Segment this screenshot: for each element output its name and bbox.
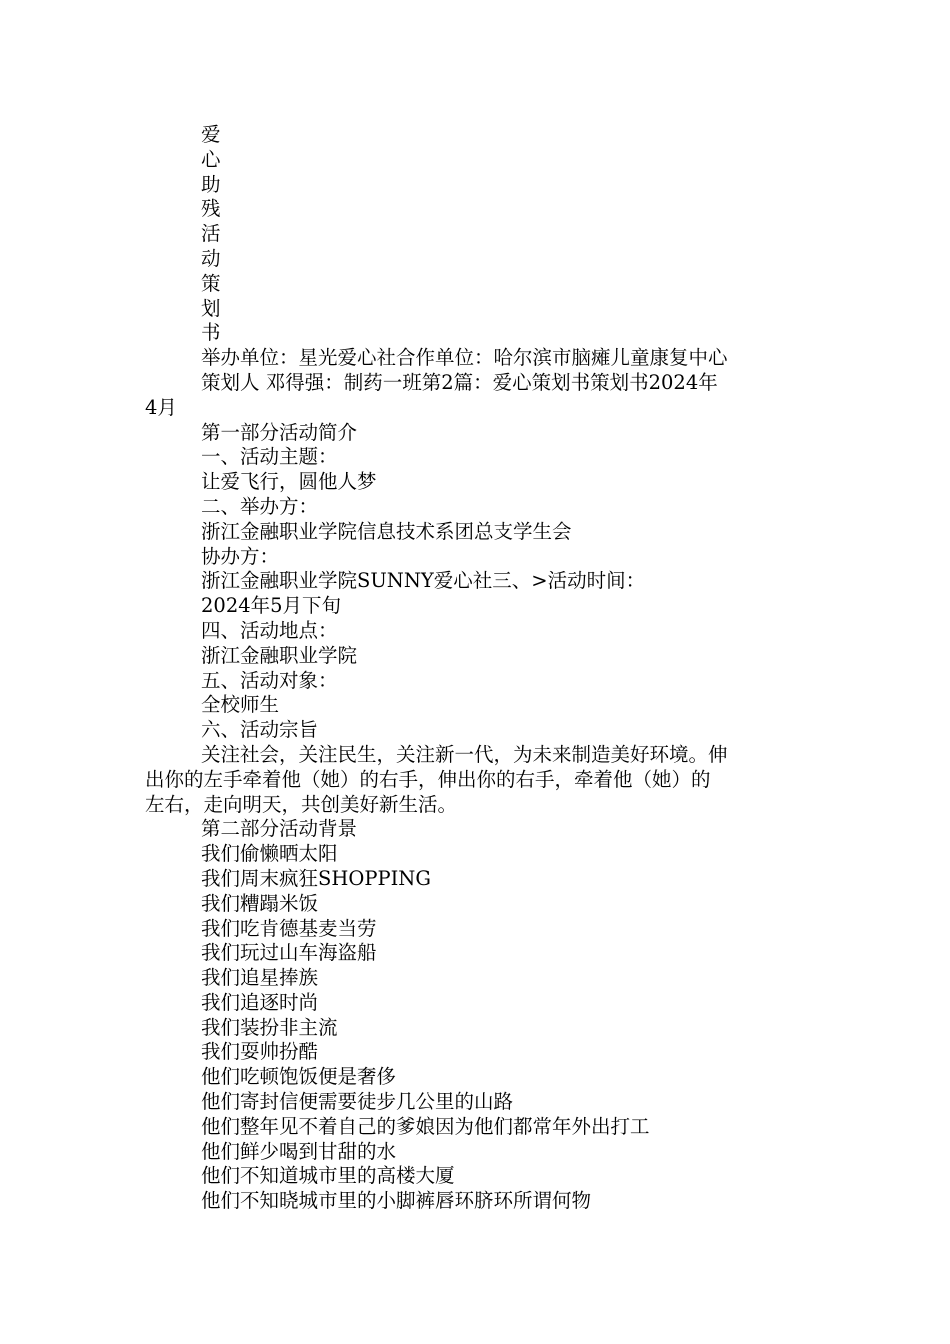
cohost-heading: 协办方： xyxy=(201,544,280,568)
background-line: 我们装扮非主流 xyxy=(201,1015,338,1039)
background-line: 我们周末疯狂SHOPPING xyxy=(201,866,431,890)
purpose-heading: 六、活动宗旨 xyxy=(201,718,319,742)
planner-line-continued: 4月 xyxy=(145,395,177,419)
title-char: 书 xyxy=(201,321,221,345)
background-line: 我们耍帅扮酷 xyxy=(201,1040,319,1064)
title-char: 活 xyxy=(201,222,221,246)
background-line: 他们不知晓城市里的小脚裤唇环脐环所谓何物 xyxy=(201,1189,592,1213)
place-text: 浙江金融职业学院 xyxy=(201,643,358,667)
title-char: 策 xyxy=(201,271,221,295)
background-line: 他们鲜少喝到甘甜的水 xyxy=(201,1139,397,1163)
background-line: 他们寄封信便需要徒步几公里的山路 xyxy=(201,1090,514,1114)
purpose-line: 关注社会，关注民生，关注新一代，为未来制造美好环境。伸 xyxy=(201,742,728,766)
background-line: 我们吃肯德基麦当劳 xyxy=(201,916,377,940)
background-line: 我们糟蹋米饭 xyxy=(201,891,319,915)
title-char: 爱 xyxy=(201,123,221,146)
background-line: 我们追星捧族 xyxy=(201,966,319,990)
background-line: 我们偷懒晒太阳 xyxy=(201,842,338,866)
theme-heading: 一、活动主题： xyxy=(201,445,338,469)
theme-text: 让爱飞行，圆他人梦 xyxy=(201,470,377,494)
background-list xyxy=(145,842,810,1214)
title-char: 残 xyxy=(201,197,221,221)
background-line: 我们追逐时尚 xyxy=(201,990,319,1014)
purpose-line: 左右，走向明天，共创美好新生活。 xyxy=(145,792,458,816)
vertical-title xyxy=(145,123,810,346)
target-text: 全校师生 xyxy=(201,693,280,717)
host-heading: 二、举办方： xyxy=(201,494,319,518)
planner-line: 策划人 邓得强：制药一班第2篇：爱心策划书策划书2024年 xyxy=(201,370,718,394)
title-char: 划 xyxy=(201,296,221,320)
place-heading: 四、活动地点： xyxy=(201,618,338,642)
background-line: 他们吃顿饱饭便是奢侈 xyxy=(201,1065,397,1089)
background-line: 我们玩过山车海盗船 xyxy=(201,941,377,965)
part1-heading: 第一部分活动简介 xyxy=(201,420,358,444)
organizer-line: 举办单位：星光爱心社合作单位：哈尔滨市脑瘫儿童康复中心 xyxy=(201,346,728,370)
purpose-paragraph xyxy=(145,743,810,817)
time-text: 2024年5月下旬 xyxy=(201,594,342,618)
target-heading: 五、活动对象： xyxy=(201,668,338,692)
title-char: 助 xyxy=(201,172,221,196)
background-line: 他们整年见不着自己的爹娘因为他们都常年外出打工 xyxy=(201,1114,650,1138)
title-char: 动 xyxy=(201,246,221,270)
part2-heading: 第二部分活动背景 xyxy=(201,817,358,841)
title-char: 心 xyxy=(201,147,221,171)
background-line: 他们不知道城市里的高楼大厦 xyxy=(201,1164,455,1188)
host-text: 浙江金融职业学院信息技术系团总支学生会 xyxy=(201,519,572,543)
purpose-line: 出你的左手牵着他（她）的右手，伸出你的右手，牵着他（她）的 xyxy=(145,767,711,791)
cohost-text: 浙江金融职业学院SUNNY爱心社三、>活动时间： xyxy=(201,569,646,593)
document-body xyxy=(145,123,810,1214)
